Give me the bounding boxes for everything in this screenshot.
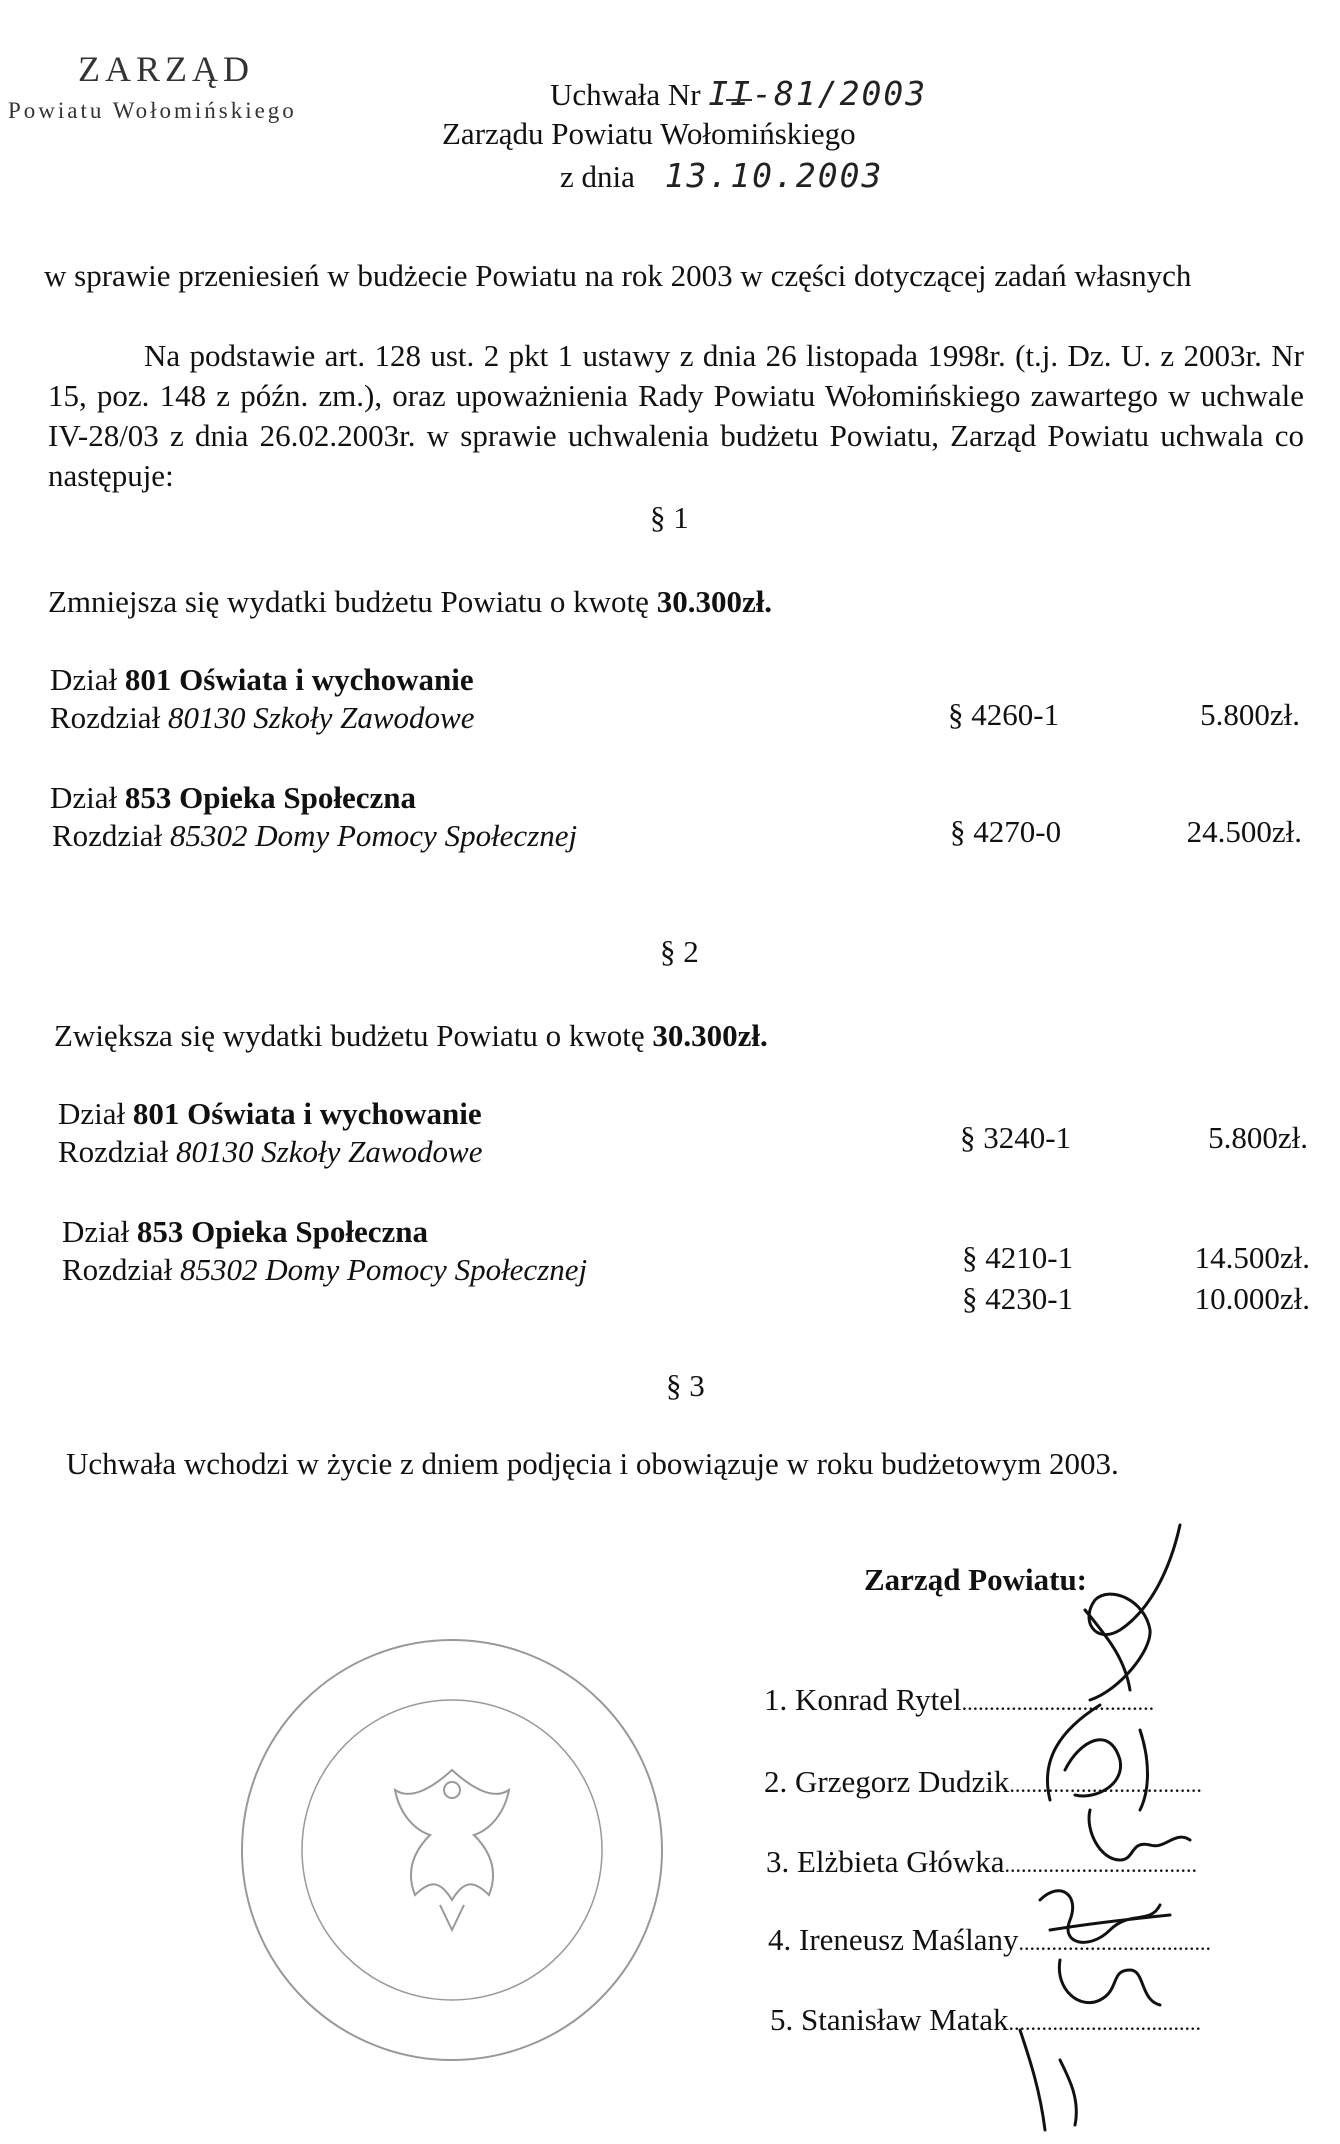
rozdzial-prefix: Rozdział bbox=[62, 1252, 173, 1287]
dzial-name: 801 Oświata i wychowanie bbox=[124, 662, 474, 697]
board-heading: Zarząd Powiatu: bbox=[864, 1562, 1088, 1597]
section-2-group-2-code-1: § 4210-1 bbox=[962, 1240, 1074, 1275]
member-name: 2. Grzegorz Dudzik bbox=[764, 1764, 1010, 1799]
signature-dots: ................................... bbox=[961, 1690, 1155, 1715]
rozdzial-name: 80130 Szkoły Zawodowe bbox=[175, 1134, 483, 1169]
handwritten-signatures bbox=[1020, 1525, 1190, 2130]
member-name: 3. Elżbieta Główka bbox=[766, 1844, 1005, 1879]
section-2-group-2-amount-1: 14.500zł. bbox=[1194, 1240, 1310, 1275]
rozdzial-name: 85302 Domy Pomocy Społecznej bbox=[179, 1252, 588, 1287]
section-2-lead-text: Zwiększa się wydatki budżetu Powiatu o kwotę bbox=[54, 1018, 645, 1053]
rozdzial-name: 80130 Szkoły Zawodowe bbox=[167, 700, 475, 735]
dzial-name: 853 Opieka Społeczna bbox=[124, 780, 416, 815]
signature-dots: ................................... bbox=[1018, 1930, 1211, 1955]
section-2-mark: § 2 bbox=[660, 934, 699, 969]
signature-dots: ................................... bbox=[1008, 2010, 1201, 2035]
resolution-number-handwritten: II-81/2003 bbox=[708, 74, 928, 113]
section-1-mark: § 1 bbox=[650, 500, 689, 535]
member-name: 1. Konrad Rytel bbox=[764, 1682, 962, 1717]
dzial-prefix: Dział bbox=[50, 662, 118, 697]
date-prefix: z dnia bbox=[560, 159, 635, 194]
official-seal bbox=[242, 1640, 662, 2060]
section-1-group-1-amount: 5.800zł. bbox=[1200, 697, 1300, 732]
section-3-mark: § 3 bbox=[666, 1368, 705, 1403]
member-name: 5. Stanisław Matak bbox=[770, 2002, 1009, 2037]
dzial-prefix: Dział bbox=[58, 1096, 126, 1131]
intro-paragraph: Na podstawie art. 128 ust. 2 pkt 1 ustawy z dnia 26 listopada 1998r. (t.j. Dz. U. z 2003r. Nr 15, poz. 148 z późn. zm.), oraz upoważnienia Rady Powiatu Wołomińskiego zawartego w uchwale IV-28/03 z dnia 26.02.2003r. w sprawie uchwalenia budżetu Powiatu, Zarząd Powiatu uchwala co następuje: bbox=[48, 338, 1304, 493]
section-2-group-2-amount-2: 10.000zł. bbox=[1194, 1281, 1310, 1316]
section-1-group-1-code: § 4260-1 bbox=[948, 697, 1060, 732]
section-1-group-2-amount: 24.500zł. bbox=[1186, 814, 1302, 849]
dzial-name: 801 Oświata i wychowanie bbox=[132, 1096, 482, 1131]
section-2-group-2-code-2: § 4230-1 bbox=[962, 1281, 1074, 1316]
section-2-lead-amount: 30.300zł. bbox=[652, 1018, 768, 1053]
section-3-text: Uchwała wchodzi w życie z dniem podjęcia i obowiązuje w roku budżetowym 2003. bbox=[66, 1446, 1119, 1481]
dzial-prefix: Dział bbox=[62, 1214, 130, 1249]
rozdzial-prefix: Rozdział bbox=[58, 1134, 169, 1169]
resolution-subject: w sprawie przeniesień w budżecie Powiatu na rok 2003 w części dotyczącej zadań własnych bbox=[44, 258, 1192, 293]
office-stamp-title: ZARZĄD bbox=[78, 49, 254, 89]
office-stamp-subtitle: Powiatu Wołomińskiego bbox=[8, 98, 297, 123]
resolution-authority: Zarządu Powiatu Wołomińskiego bbox=[442, 116, 856, 151]
section-1-lead-amount: 30.300zł. bbox=[656, 584, 773, 619]
dzial-name: 853 Opieka Społeczna bbox=[136, 1214, 428, 1249]
member-name: 4. Ireneusz Maślany bbox=[768, 1922, 1019, 1957]
rozdzial-prefix: Rozdział bbox=[50, 700, 161, 735]
signature-dots: ................................... bbox=[1009, 1772, 1202, 1797]
date-handwritten: 13.10.2003 bbox=[664, 156, 884, 195]
rozdzial-prefix: Rozdział bbox=[52, 818, 163, 853]
section-1-group-2-code: § 4270-0 bbox=[950, 814, 1062, 849]
rozdzial-name: 85302 Domy Pomocy Społecznej bbox=[169, 818, 578, 853]
resolution-title-prefix: Uchwała Nr bbox=[550, 77, 701, 112]
section-2-group-1-code: § 3240-1 bbox=[960, 1120, 1072, 1155]
section-2-group-1-amount: 5.800zł. bbox=[1208, 1120, 1308, 1155]
signature-dots: ................................... bbox=[1004, 1852, 1197, 1877]
dzial-prefix: Dział bbox=[50, 780, 118, 815]
section-1-lead-text: Zmniejsza się wydatki budżetu Powiatu o kwotę bbox=[48, 584, 649, 619]
